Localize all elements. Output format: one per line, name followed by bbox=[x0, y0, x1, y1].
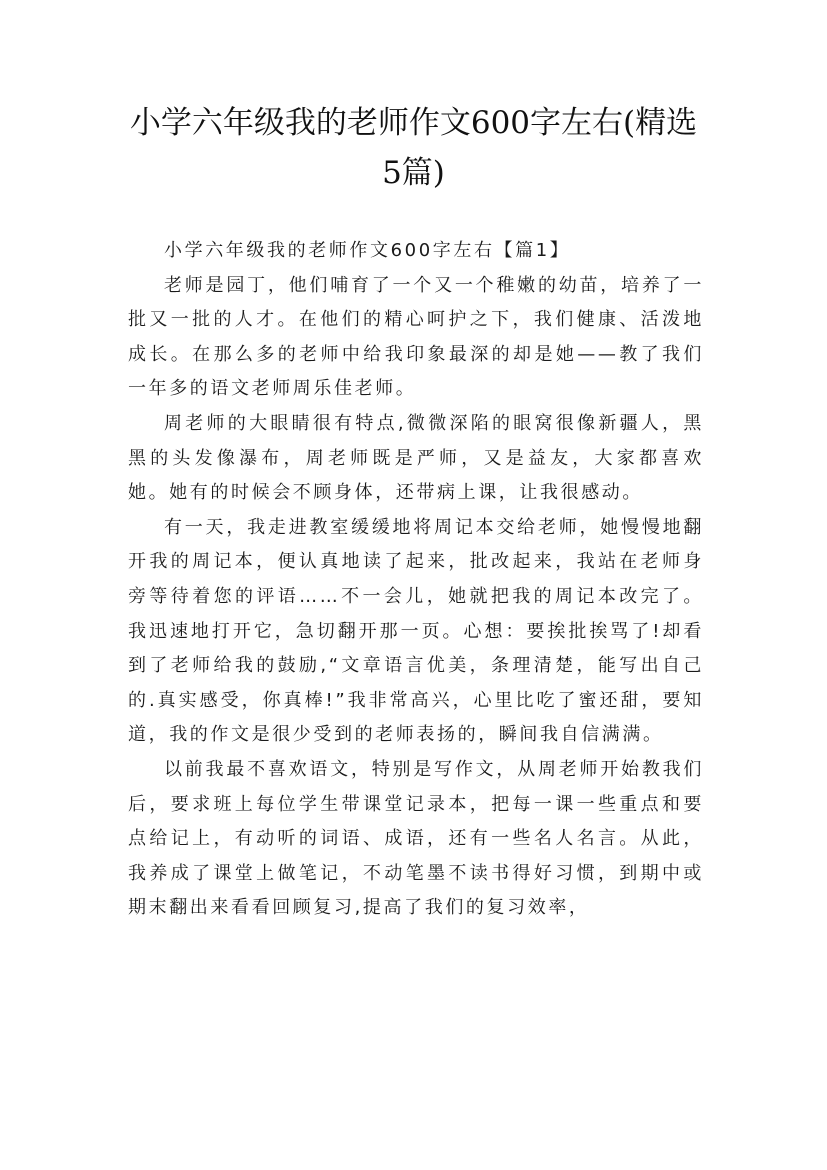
document-title-line-1: 小学六年级我的老师作文600字左右(精选 bbox=[129, 105, 698, 141]
document-title bbox=[110, 98, 717, 198]
paragraph-3: 有一天，我走进教室缓缓地将周记本交给老师，她慢慢地翻开我的周记本，便认真地读了起来，批改起来，我站在老师身旁等待着您的评语……不一会儿，她就把我的周记本改完了。我迅速地打开它，急切翻开那一页。心想：要挨批挨骂了!却看到了老师给我的鼓励,“文章语言优美，条理清楚，能写出自己的.真实感受，你真棒!”我非常高兴，心里比吃了蜜还甜，要知道，我的作文是很少受到的老师表扬的，瞬间我自信满满。 bbox=[128, 516, 704, 746]
paragraph-1: 老师是园丁，他们哺育了一个又一个稚嫩的幼苗，培养了一批又一批的人才。在他们的精心呵护之下，我们健康、活泼地成长。在那么多的老师中给我印象最深的却是她——教了我们一年多的语文老师周乐佳老师。 bbox=[128, 274, 704, 400]
section-heading: 小学六年级我的老师作文600字左右【篇1】 bbox=[164, 240, 571, 261]
document-body bbox=[128, 234, 704, 926]
document-title-line-2: 5篇) bbox=[382, 155, 445, 191]
paragraph-4: 以前我最不喜欢语文，特别是写作文，从周老师开始教我们后，要求班上每位学生带课堂记录本，把每一课一些重点和要点给记上，有动听的词语、成语，还有一些名人名言。从此，我养成了课堂上做笔记，不动笔墨不读书得好习惯，到期中或期末翻出来看看回顾复习,提高了我们的复习效率， bbox=[128, 758, 704, 919]
paragraph-2: 周老师的大眼睛很有特点,微微深陷的眼窝很像新疆人，黑黑的头发像瀑布，周老师既是严师，又是益友，大家都喜欢她。她有的时候会不顾身体，还带病上课，让我很感动。 bbox=[128, 412, 704, 504]
